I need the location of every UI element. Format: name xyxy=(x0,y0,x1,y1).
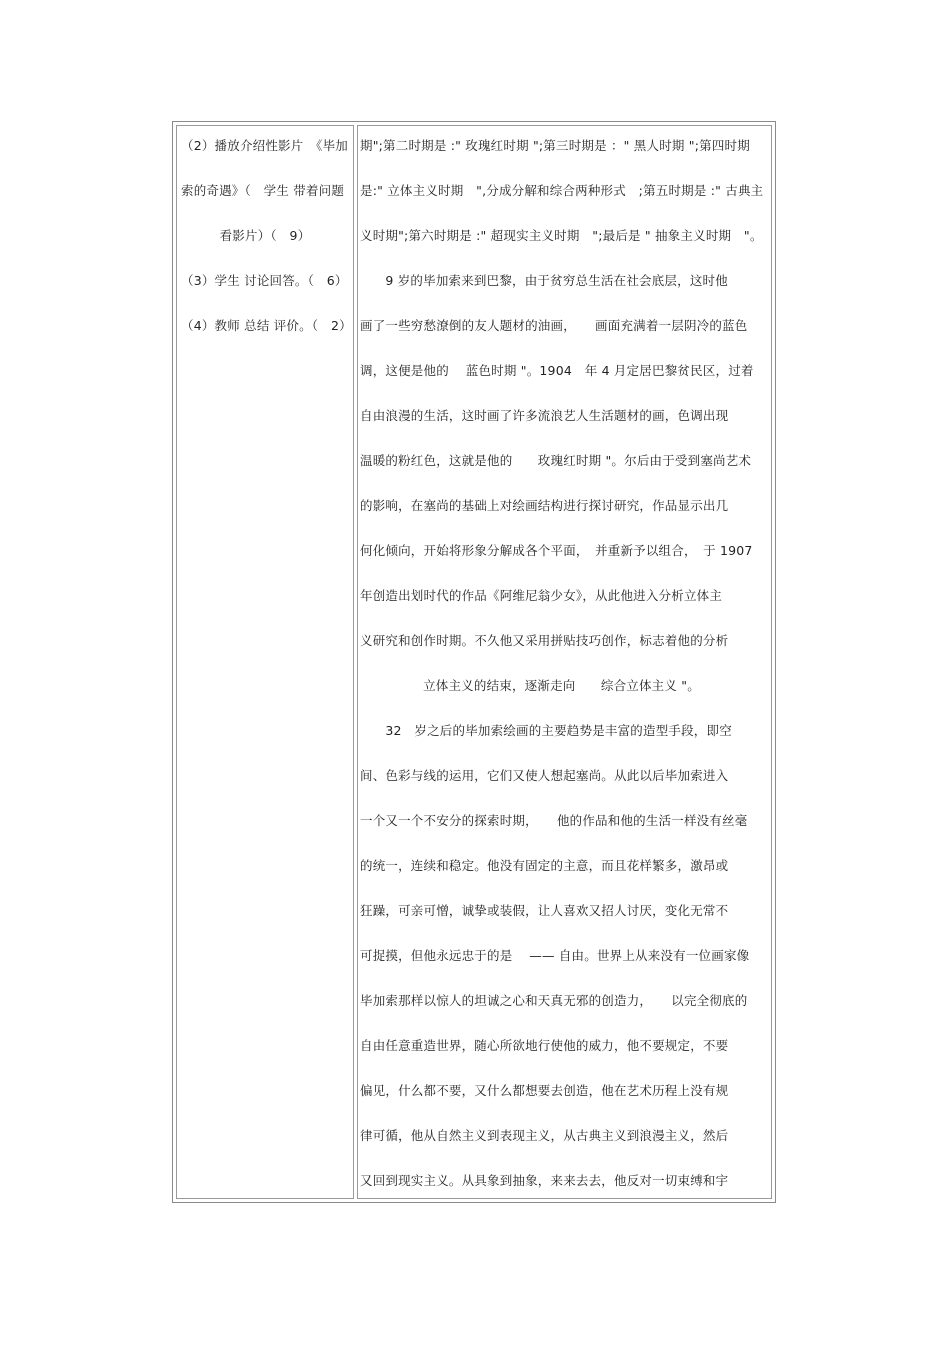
content-line: 义研究和创作时期。不久他又采用拼贴技巧创作，标志着他的分析 xyxy=(360,633,729,648)
content-line: 自由浪漫的生活，这时画了许多流浪艺人生活题材的画，色调出现 xyxy=(360,408,729,423)
procedure-line: （4）教师 总结 评价。（ 2） xyxy=(181,318,352,333)
content-line: 年创造出划时代的作品《阿维尼翁少女》，从此他进入分析立体主 xyxy=(360,588,723,603)
procedure-line: 索的奇遇》（ 学生 带着问题 xyxy=(181,183,345,198)
content-line: 律可循，他从自然主义到表现主义，从古典主义到浪漫主义，然后 xyxy=(360,1128,729,1143)
content-line: 又回到现实主义。从具象到抽象，来来去去，他反对一切束缚和宇 xyxy=(360,1173,729,1188)
content-line: 立体主义的结束，逐渐走向 综合立体主义 "。 xyxy=(423,678,700,693)
content-line: 狂躁，可亲可憎，诚挚或装假，让人喜欢又招人讨厌，变化无常不 xyxy=(360,903,729,918)
content-line: 可捉摸，但他永远忠于的是 —— 自由。世界上从来没有一位画家像 xyxy=(360,948,750,963)
content-line: 画了一些穷愁潦倒的友人题材的油画， 画面充满着一层阴冷的蓝色 xyxy=(360,318,748,333)
content-line: 32 岁之后的毕加索绘画的主要趋势是丰富的造型手段，即空 xyxy=(360,723,732,738)
content-line: 何化倾向，开始将形象分解成各个平面， 并重新予以组合， 于 1907 xyxy=(360,543,753,558)
procedure-line: 看影片）（ 9） xyxy=(219,228,311,243)
content-line: 调，这便是他的 蓝色时期 "。1904 年 4 月定居巴黎贫民区，过着 xyxy=(360,363,754,378)
content-line: 自由任意重造世界，随心所欲地行使他的威力，他不要规定，不要 xyxy=(360,1038,729,1053)
content-line: 的影响，在塞尚的基础上对绘画结构进行探讨研究，作品显示出几 xyxy=(360,498,729,513)
content-cell xyxy=(357,125,772,1199)
lesson-table xyxy=(172,121,776,1203)
content-line: 毕加索那样以惊人的坦诚之心和天真无邪的创造力， 以完全彻底的 xyxy=(360,993,748,1008)
content-line: 一个又一个不安分的探索时期， 他的作品和他的生活一样没有丝毫 xyxy=(360,813,748,828)
content-line: 9 岁的毕加索来到巴黎，由于贫穷总生活在社会底层，这时他 xyxy=(360,273,728,288)
content-line: 温暖的粉红色，这就是他的 玫瑰红时期 "。尔后由于受到塞尚艺术 xyxy=(360,453,752,468)
content-line: 期";第二时期是 :" 玫瑰红时期 ";第三时期是 ：" 黑人时期 ";第四时期 xyxy=(360,138,750,153)
procedure-line: （3）学生 讨论回答。（ 6） xyxy=(181,273,348,288)
procedure-cell xyxy=(176,125,354,1199)
content-line: 是:" 立体主义时期 ",分成分解和综合两种形式 ;第五时期是 :" 古典主 xyxy=(360,183,764,198)
content-line: 间、色彩与线的运用，它们又使人想起塞尚。从此以后毕加索进入 xyxy=(360,768,729,783)
content-line: 的统一，连续和稳定。他没有固定的主意，而且花样繁多，激昂或 xyxy=(360,858,729,873)
procedure-line: （2）播放介绍性影片 《毕加 xyxy=(181,138,349,153)
content-line: 义时期";第六时期是 :" 超现实主义时期 ";最后是 " 抽象主义时期 "。 xyxy=(360,228,763,243)
content-line: 偏见，什么都不要，又什么都想要去创造，他在艺术历程上没有规 xyxy=(360,1083,729,1098)
